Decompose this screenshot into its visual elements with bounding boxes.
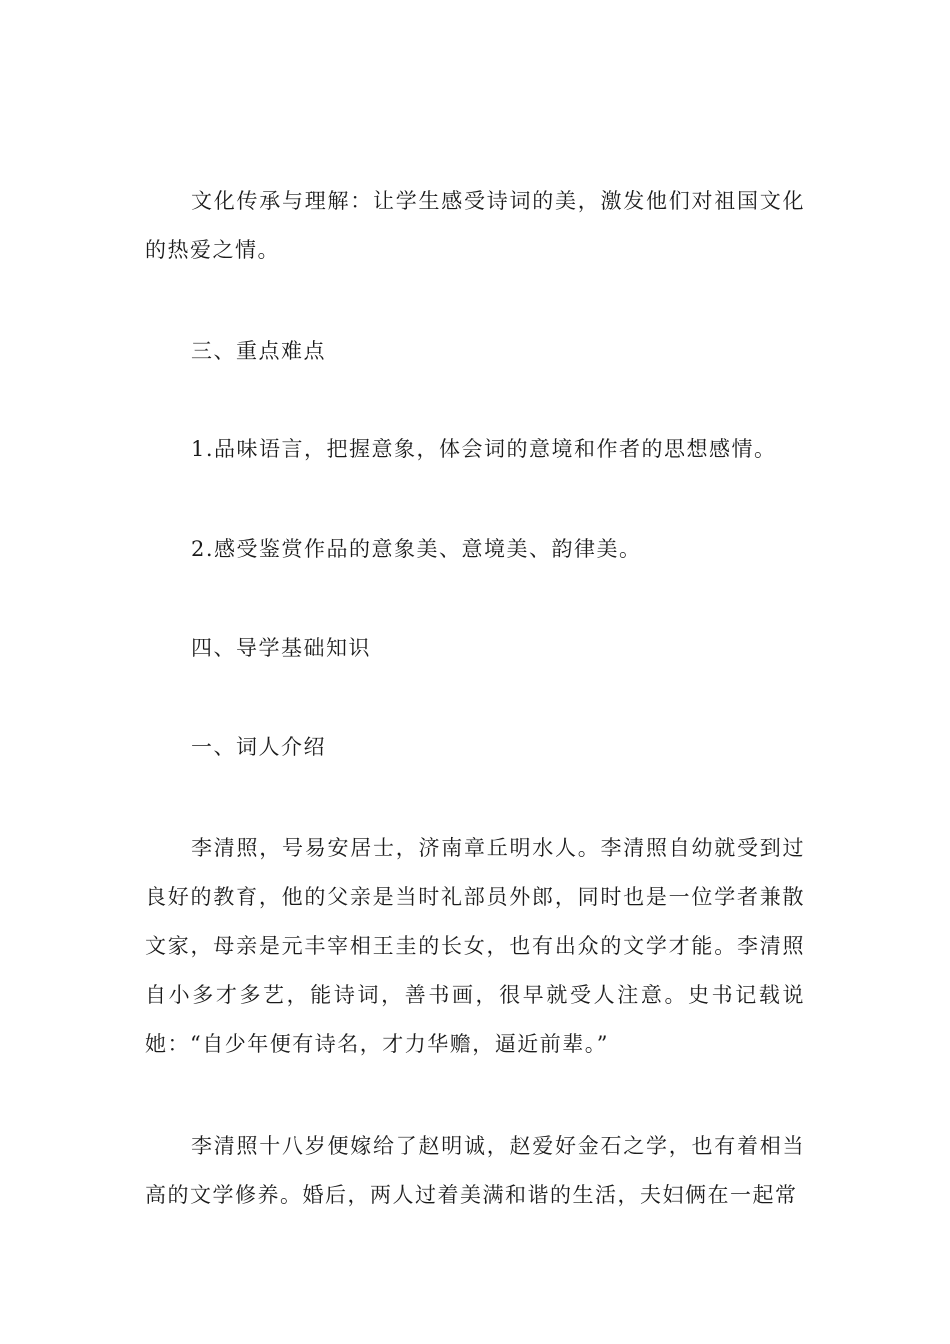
heading-poet-intro: 一、词人介绍 [191,735,326,759]
paragraph-marriage: 李清照十八岁便嫁给了赵明诚，赵爱好金石之学，也有着相当高的文学修养。婚后，两人过着美满和谐的生活，夫妇俩在一起常 [145,1134,805,1207]
list-item-1: 1.品味语言，把握意象，体会词的意境和作者的思想感情。 [191,437,777,461]
list-item-2: 2.感受鉴赏作品的意象美、意境美、韵律美。 [191,537,642,561]
heading-basic-knowledge: 四、导学基础知识 [191,636,371,660]
paragraph-cultural-heritage: 文化传承与理解：让学生感受诗词的美，激发他们对祖国文化的热爱之情。 [145,189,805,262]
heading-key-difficulties: 三、重点难点 [191,339,326,363]
paragraph-li-qingzhao-bio: 李清照，号易安居士，济南章丘明水人。李清照自幼就受到过良好的教育，他的父亲是当时礼部员外郎，同时也是一位学者兼散文家，母亲是元丰宰相王圭的长女，也有出众的文学才能。李清照自小多才多艺，能诗词，善书画，很早就受人注意。史书记载说她：“自少年便有诗名，才力华赡，逼近前辈。” [145,836,805,1056]
